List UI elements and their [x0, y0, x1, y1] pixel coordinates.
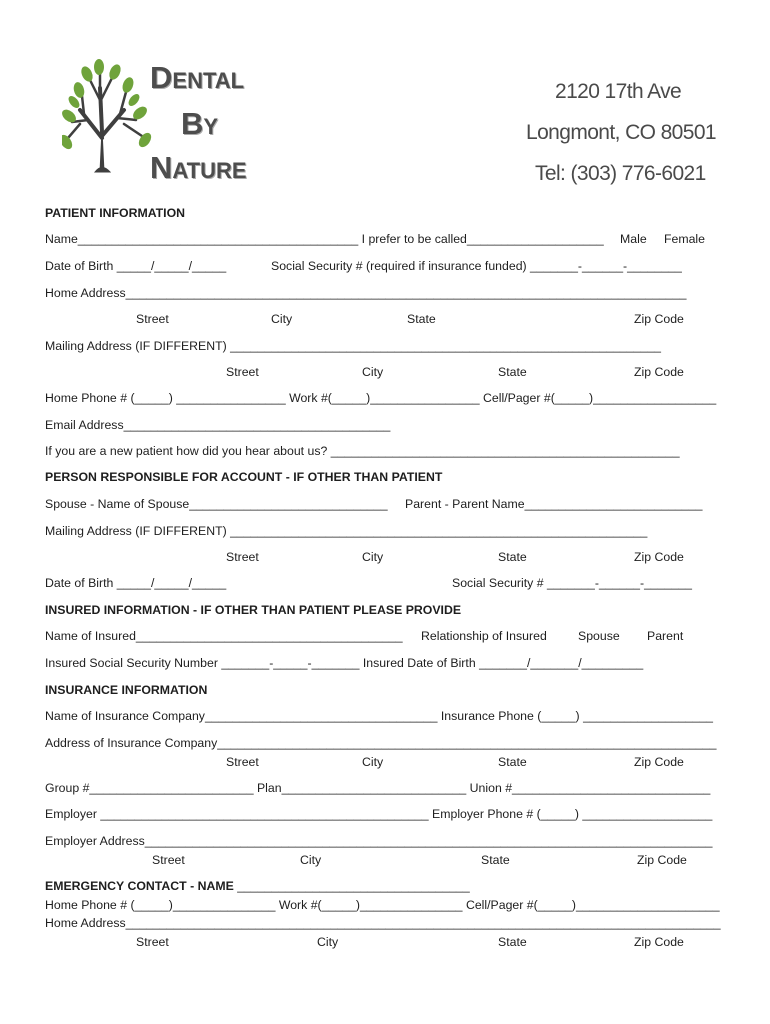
gender-female-option[interactable]: Female: [664, 232, 706, 246]
address-city: Longmont, CO 80501: [526, 121, 717, 144]
insured-ssn-dob-field[interactable]: Insured Social Security Number _______-_____-_______ Insured Date of Birth _______/_______/_________: [45, 656, 644, 670]
emergency-phones-field[interactable]: Home Phone # (_____)_______________ Work #(_____)_______________ Cell/Pager #(_____)_____________________: [45, 898, 720, 912]
patient-name-field[interactable]: Name_________________________________________ I prefer to be called____________________: [45, 232, 604, 246]
caption-zip: Zip Code: [634, 550, 684, 564]
caption-city: City: [271, 312, 293, 326]
caption-zip: Zip Code: [634, 312, 684, 326]
caption-city: City: [317, 935, 339, 949]
caption-zip: Zip Code: [634, 365, 684, 379]
patient-home-address-field[interactable]: Home Address__________________________________________________________________________________: [45, 286, 687, 300]
referral-field[interactable]: If you are a new patient how did you hear about us? ___________________________________________________: [45, 444, 680, 458]
logo-line-1: DENTAL: [150, 60, 245, 95]
patient-ssn-field[interactable]: Social Security # (required if insurance funded) _______-______-________: [271, 259, 682, 273]
caption-street: Street: [136, 312, 169, 326]
logo-line-3: NATURE: [150, 150, 247, 185]
employer-field[interactable]: Employer ________________________________________________ Employer Phone # (_____) ___________________: [45, 807, 713, 821]
insured-name-field[interactable]: Name of Insured_______________________________________: [45, 629, 403, 643]
section-heading-emergency: EMERGENCY CONTACT - NAME: [45, 879, 234, 893]
relationship-parent-option[interactable]: Parent: [647, 629, 684, 643]
emergency-contact-name-field[interactable]: [45, 879, 470, 893]
address-phone: Tel: (303) 776-6021: [535, 162, 706, 185]
section-heading-insurance: INSURANCE INFORMATION: [45, 683, 208, 697]
patient-mailing-address-field[interactable]: Mailing Address (IF DIFFERENT) _______________________________________________________________: [45, 339, 662, 353]
caption-zip: Zip Code: [637, 853, 687, 867]
caption-state: State: [498, 755, 527, 769]
responsible-dob-field[interactable]: Date of Birth _____/_____/_____: [45, 576, 227, 590]
caption-city: City: [362, 365, 384, 379]
emergency-home-address-field[interactable]: Home Address_______________________________________________________________________________________: [45, 916, 721, 930]
caption-city: City: [362, 755, 384, 769]
relationship-spouse-option[interactable]: Spouse: [578, 629, 620, 643]
caption-street: Street: [226, 755, 259, 769]
responsible-ssn-field[interactable]: Social Security # _______-______-_______: [452, 576, 692, 590]
tree-icon: [62, 58, 152, 176]
patient-dob-field[interactable]: Date of Birth _____/_____/_____: [45, 259, 227, 273]
caption-street: Street: [226, 550, 259, 564]
caption-state: State: [481, 853, 510, 867]
section-heading-patient: PATIENT INFORMATION: [45, 206, 186, 220]
caption-state: State: [498, 550, 527, 564]
caption-state: State: [498, 935, 527, 949]
caption-state: State: [407, 312, 436, 326]
logo-line-2: BY: [181, 106, 219, 141]
spouse-name-field[interactable]: Spouse - Name of Spouse_____________________________: [45, 497, 388, 511]
emergency-name-line: __________________________________: [233, 879, 470, 893]
section-heading-insured: INSURED INFORMATION - IF OTHER THAN PATIENT PLEASE PROVIDE: [45, 603, 462, 617]
employer-address-field[interactable]: Employer Address___________________________________________________________________________________: [45, 834, 713, 848]
patient-phones-field[interactable]: Home Phone # (_____) ________________ Work #(_____)________________ Cell/Pager #(_____)__________________: [45, 391, 717, 405]
caption-street: Street: [226, 365, 259, 379]
caption-city: City: [300, 853, 322, 867]
insurance-address-field[interactable]: Address of Insurance Company_________________________________________________________________________: [45, 736, 717, 750]
section-heading-responsible: PERSON RESPONSIBLE FOR ACCOUNT - IF OTHER THAN PATIENT: [45, 470, 443, 484]
parent-name-field[interactable]: Parent - Parent Name__________________________: [405, 497, 703, 511]
insurance-company-field[interactable]: Name of Insurance Company__________________________________ Insurance Phone (_____) ___________________: [45, 709, 714, 723]
address-street: 2120 17th Ave: [555, 80, 682, 103]
group-plan-union-field[interactable]: Group #________________________ Plan___________________________ Union #_____________________________: [45, 781, 711, 795]
patient-email-field[interactable]: Email Address_______________________________________: [45, 418, 391, 432]
caption-city: City: [362, 550, 384, 564]
caption-zip: Zip Code: [634, 935, 684, 949]
responsible-mailing-address-field[interactable]: Mailing Address (IF DIFFERENT) _____________________________________________________________: [45, 524, 648, 538]
relationship-label: Relationship of Insured: [421, 629, 547, 643]
gender-male-option[interactable]: Male: [620, 232, 647, 246]
caption-street: Street: [136, 935, 169, 949]
caption-state: State: [498, 365, 527, 379]
caption-zip: Zip Code: [634, 755, 684, 769]
caption-street: Street: [152, 853, 185, 867]
